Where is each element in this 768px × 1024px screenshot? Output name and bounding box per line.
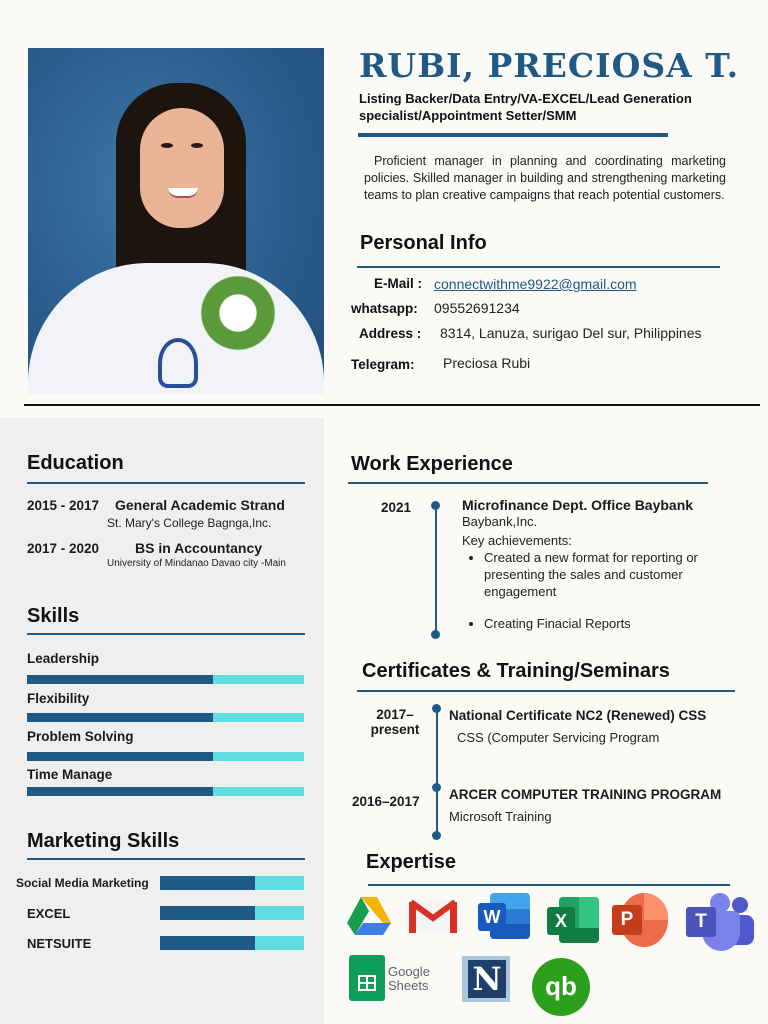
achievement-item: • Creating Finacial Reports [484,615,732,632]
certificate-title: National Certificate NC2 (Renewed) CSS [449,708,707,723]
work-year: 2021 [381,500,412,515]
achievements-list [470,615,732,632]
skills-divider [27,633,305,635]
powerpoint-icon: P [612,893,668,947]
skill-bar [27,675,304,684]
achievements-label: Key achievements: [462,533,572,548]
timeline-dot [431,501,440,510]
marketing-skills-divider [27,858,305,860]
headline: Listing Backer/Data Entry/VA-EXCEL/Lead Generation specialist/Appointment Setter/SMM [359,91,692,123]
google-drive-icon [345,895,393,937]
certificate-title: ARCER COMPUTER TRAINING PROGRAM [449,787,722,802]
achievements-list [470,549,732,600]
teams-icon: T [686,893,756,953]
certificate-subtitle: CSS (Computer Servicing Program [457,730,660,745]
timeline-dot [432,704,441,713]
work-experience-heading: Work Experience [351,453,513,475]
marketing-skill-bar [160,876,304,890]
profile-summary: Proficient manager in planning and coordinating marketing policies. Skilled manager in building and strengthening marketing teams to plan creative campaigns that reach potential customers. [364,154,726,202]
skill-label: Flexibility [27,691,90,706]
education-school: St. Mary's College Bagnga,Inc. [107,516,272,530]
netsuite-icon: N [462,956,510,1002]
word-icon: W [478,893,530,939]
marketing-skill-bar [160,936,304,950]
education-degree: BS in Accountancy [135,540,263,556]
address-label: Address : [359,326,422,341]
skill-label: Time Manage [27,767,113,782]
company-name: Baybank,Inc. [462,514,538,529]
skill-bar [27,787,304,796]
telegram-label: Telegram: [351,357,415,372]
education-years: 2017 - 2020 [27,541,100,556]
email-label: E-Mail : [374,276,423,291]
job-title: Microfinance Dept. Office Baybank [462,497,694,513]
excel-icon: X [547,897,599,943]
marketing-skill-label: Social Media Marketing [16,876,149,890]
achievement-item: • Created a new format for reporting or presenting the sales and customer engagement [484,549,732,600]
certificate-year: 2017– present [370,707,420,737]
work-timeline [435,506,437,634]
expertise-divider [368,884,730,886]
marketing-skills-heading: Marketing Skills [27,830,180,852]
timeline-dot [432,831,441,840]
whatsapp-label: whatsapp: [351,301,418,316]
skill-label: Leadership [27,651,100,666]
header-divider [358,133,668,137]
personal-info-divider [357,266,720,268]
certificates-divider [357,690,735,692]
personal-info-heading: Personal Info [360,232,487,254]
expertise-heading: Expertise [366,851,457,873]
certificates-timeline [436,712,438,836]
skills-heading: Skills [27,605,80,627]
google-sheets-icon: Google Sheets [349,955,439,1003]
marketing-skill-bar [160,906,304,920]
certificate-subtitle: Microsoft Training [449,809,552,824]
whatsapp-value: 09552691234 [434,300,520,316]
gmail-icon [408,898,458,934]
timeline-dot [432,783,441,792]
telegram-value: Preciosa Rubi [443,355,531,371]
address-value: 8314, Lanuza, surigao Del sur, Philippines [440,325,702,341]
skill-bar [27,752,304,761]
education-years: 2015 - 2017 [27,498,100,513]
profile-photo [28,48,324,394]
certificate-year: 2016–2017 [352,794,420,809]
section-divider [24,404,760,406]
email-link[interactable]: connectwithme9922@gmail.com [434,276,637,292]
candidate-name: RUBI, PRECIOSA T. [359,46,740,85]
certificates-heading: Certificates & Training/Seminars [362,660,670,682]
education-degree: General Academic Strand [115,497,285,513]
work-experience-divider [348,482,708,484]
education-heading: Education [27,452,124,474]
marketing-skill-label: NETSUITE [27,936,92,951]
timeline-dot [431,630,440,639]
education-school: University of Mindanao Davao city -Main [107,558,286,569]
skill-bar [27,713,304,722]
skill-label: Problem Solving [27,729,134,744]
marketing-skill-label: EXCEL [27,906,71,921]
quickbooks-icon: qb [532,958,590,1016]
education-divider [27,482,305,484]
